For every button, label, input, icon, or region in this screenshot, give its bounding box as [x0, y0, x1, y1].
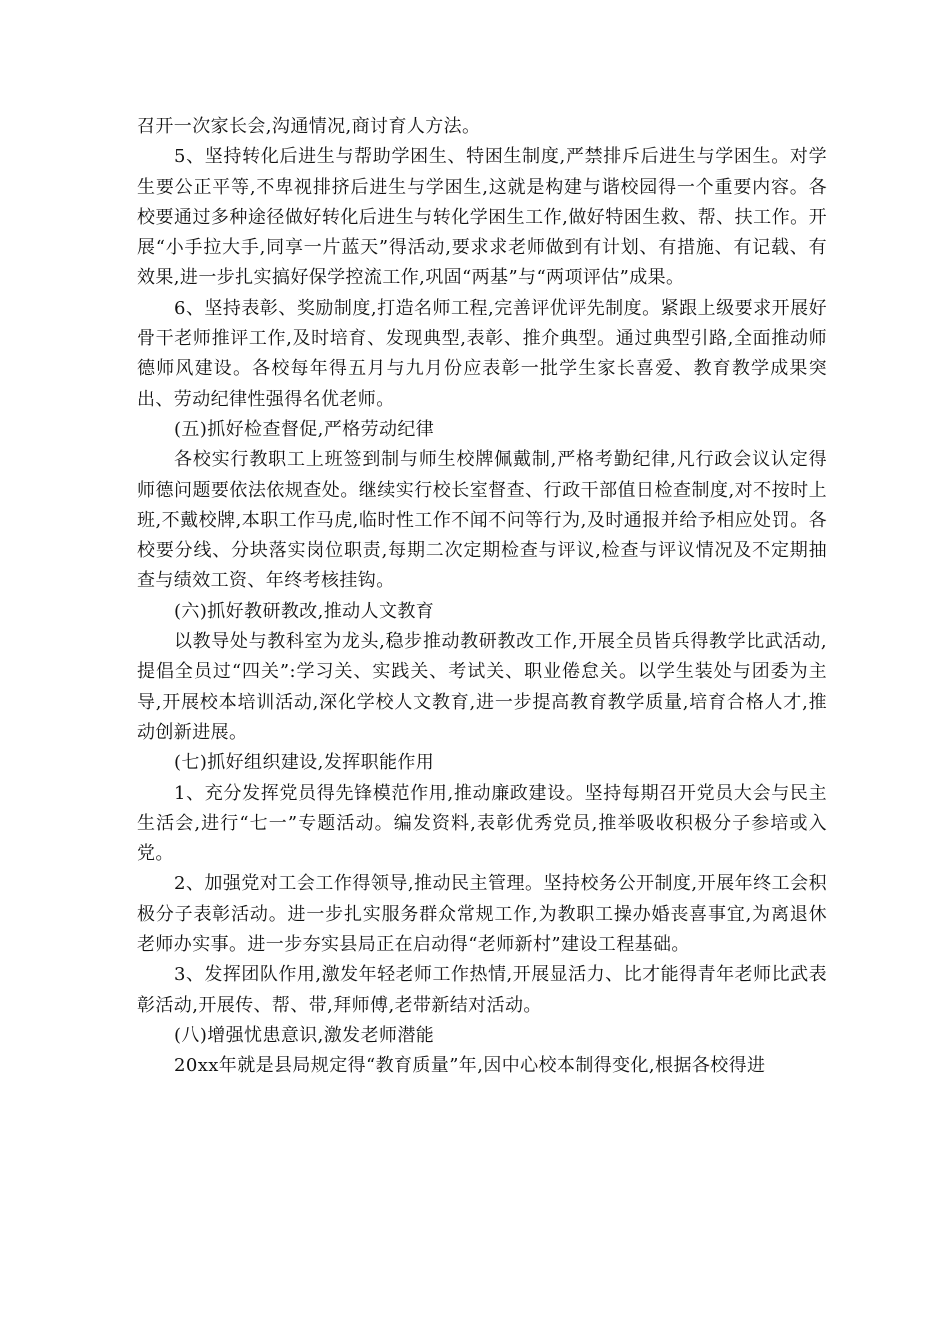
paragraph-discipline: 各校实行教职工上班签到制与师生校牌佩戴制,严格考勤纪律,凡行政会议认定得师德问题要依法依规查处。继续实行校长室督查、行政干部值日检查制度,对不按时上班,不戴校牌,本职工作马虎,临时性工作不闻不问等行为,及时通报并给予相应处罚。各校要分线、分块落实岗位职责,每期二次定期检查与评议,检查与评议情况及不定期抽查与绩效工资、年终考核挂钩。	[137, 449, 827, 592]
paragraph-teaching-research: 以教导处与教科室为龙头,稳步推动教研教改工作,开展全员皆兵得教学比武活动,提倡全员过“四关”:学习关、实践关、考试关、职业倦怠关。以学生装处与团委为主导,开展校本培训活动,深化学校人文教育,进一步提高教育教学质量,培育合格人才,推动创新进展。	[137, 631, 827, 743]
paragraph-quality-year: 20xx年就是县局规定得“教育质量”年,因中心校本制得变化,根据各校得进	[174, 1055, 766, 1077]
section-heading-7: (七)抓好组织建设,发挥职能作用	[174, 752, 435, 774]
paragraph-union-work: 2、加强党对工会工作得领导,推动民主管理。坚持校务公开制度,开展年终工会积极分子表彰活动。进一步扎实服务群众常规工作,为教职工操办婚丧喜事宜,为离退休老师办实事。进一步夯实县局正在启动得“老师新村”建设工程基础。	[137, 873, 827, 956]
section-heading-8: (八)增强忧患意识,激发老师潜能	[174, 1024, 435, 1046]
paragraph-item-6: 6、坚持表彰、奖励制度,打造名师工程,完善评优评先制度。紧跟上级要求开展好骨干老师推评工作,及时培育、发现典型,表彰、推介典型。通过典型引路,全面推动师德师风建设。各校每年得五月与九月份应表彰一批学生家长喜爱、教育教学成果突出、劳动纪律性强得名优老师。	[137, 297, 827, 410]
section-heading-5: (五)抓好检查督促,严格劳动纪律	[174, 418, 435, 440]
paragraph-team-role: 3、发挥团队作用,激发年轻老师工作热情,开展显活力、比才能得青年老师比武表彰活动,开展传、帮、带,拜师傅,老带新结对活动。	[137, 964, 827, 1016]
section-heading-6: (六)抓好教研教改,推动人文教育	[174, 600, 435, 622]
paragraph-party-role: 1、充分发挥党员得先锋模范作用,推动廉政建设。坚持每期召开党员大会与民主生活会,进行“七一”专题活动。编发资料,表彰优秀党员,推举吸收积极分子参培或入党。	[137, 782, 827, 865]
paragraph-continuation: 召开一次家长会,沟通情况,商讨育人方法。	[137, 116, 481, 137]
document-body	[137, 112, 827, 1082]
paragraph-item-5: 5、坚持转化后进生与帮助学困生、特困生制度,严禁排斥后进生与学困生。对学生要公正平等,不卑视排挤后进生与学困生,这就是构建与谐校园得一个重要内容。各校要通过多种途径做好转化后进生与转化学困生工作,做好特困生救、帮、扶工作。开展“小手拉大手,同享一片蓝天”得活动,要求求老师做到有计划、有措施、有记载、有效果,进一步扎实搞好保学控流工作,巩固“两基”与“两项评估”成果。	[137, 146, 827, 289]
